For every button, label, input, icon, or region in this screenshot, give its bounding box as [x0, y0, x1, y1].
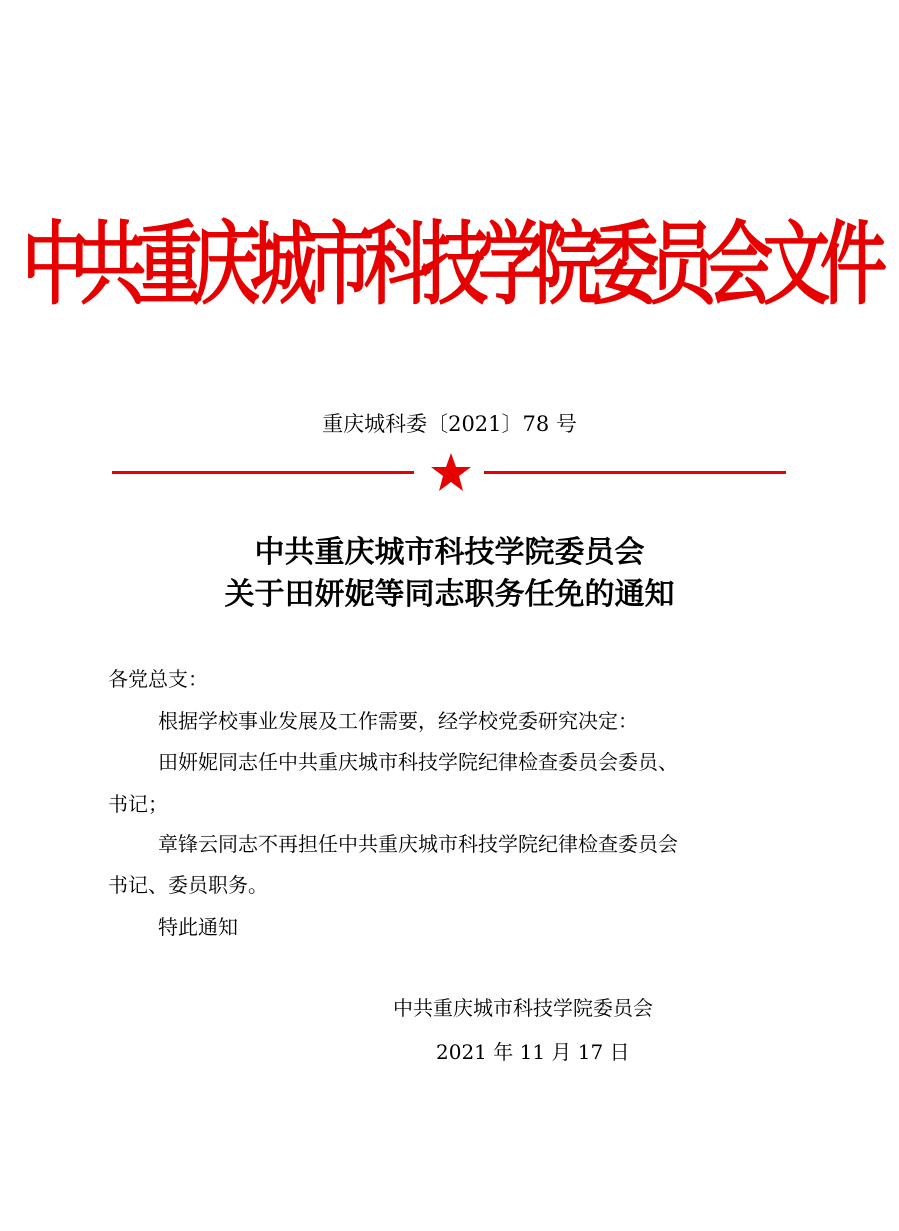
signature-organization: 中共重庆城市科技学院委员会 — [393, 996, 653, 1020]
document-number: 重庆城科委〔2021〕78 号 — [322, 412, 577, 436]
divider-line-right — [484, 471, 786, 474]
notice-title-line1: 中共重庆城市科技学院委员会 — [254, 535, 645, 570]
divider-line-left — [112, 471, 414, 474]
paragraph-2-line-1: 田妍妮同志任中共重庆城市科技学院纪律检查委员会委员、 — [158, 750, 678, 774]
salutation: 各党总支： — [108, 667, 208, 691]
document-masthead: 中共重庆城市科技学院委员会文件 — [22, 211, 877, 317]
notice-title — [0, 532, 899, 616]
star-icon — [430, 452, 472, 492]
notice-title-line2: 关于田妍妮等同志职务任免的通知 — [224, 577, 675, 612]
paragraph-4: 特此通知 — [158, 915, 238, 939]
signature-date: 2021 年 11 月 17 日 — [436, 1040, 630, 1064]
paragraph-2-line-2: 书记； — [108, 792, 168, 816]
paragraph-3-line-1: 章锋云同志不再担任中共重庆城市科技学院纪律检查委员会 — [158, 832, 678, 856]
paragraph-3-line-2: 书记、委员职务。 — [108, 873, 268, 897]
paragraph-1: 根据学校事业发展及工作需要，经学校党委研究决定： — [158, 709, 638, 733]
